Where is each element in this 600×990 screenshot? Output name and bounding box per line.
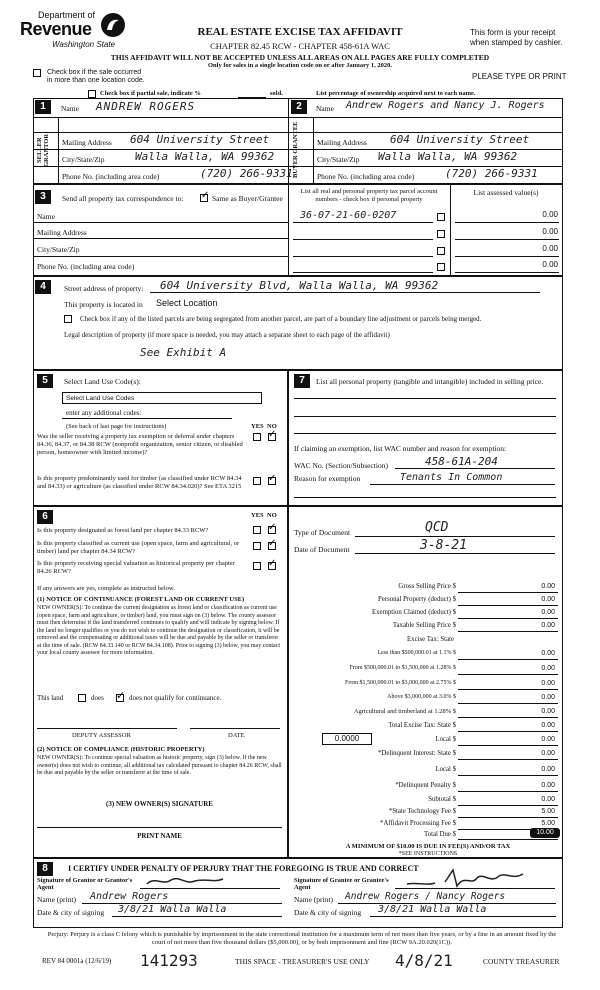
buyer-city: Walla Walla, WA 99362 <box>378 150 518 163</box>
tax-row-label: Above $3,000,000 at 3.0% $ <box>387 694 456 700</box>
dept-label: Department of <box>38 10 96 20</box>
tax-row-value: 0.00 <box>541 622 555 629</box>
notice-2-title: (2) NOTICE OF COMPLIANCE (HISTORIC PROPERTY) <box>37 746 205 753</box>
county-treasurer-label: COUNTY TREASURER <box>483 957 560 966</box>
multi-location-line-2: in more than one location code. <box>47 77 145 84</box>
sec6-q3-yes-checkbox[interactable] <box>253 562 261 570</box>
tax-row-label: From $500,000.01 to $1,500,000 at 1.28% $ <box>349 665 456 671</box>
sec6-question-2: Is this property classified as current use (open space, farm and agricultural, or timber) land per chapter 84.34 RCW? <box>37 540 240 555</box>
check-mark-icon: ✓ <box>268 522 277 533</box>
seller-phone-label: Phone No. (including area code) <box>62 172 160 181</box>
treasurer-use-label: THIS SPACE - TREASURER'S USE ONLY <box>235 957 370 966</box>
this-land-label: This land <box>37 694 64 702</box>
location-select[interactable]: Select Location <box>156 298 218 308</box>
sec5-question-2: Is this property predominantly used for timber (as classified under RCW 84.34 and 84.33) or agriculture (as classified under RCW 84.34.020)? See ETA 3215 <box>37 475 242 490</box>
buyer-phone-label: Phone No. (including area code) <box>317 172 415 181</box>
tax-row-label: Taxable Selling Price $ <box>392 622 456 629</box>
personal-property-title: List all personal property (tangible and intangible) included in selling price. <box>316 377 544 386</box>
located-in-label: This property is located in <box>64 300 143 309</box>
check-mark-icon: ✓ <box>116 690 126 702</box>
sec5-q2-yes-checkbox[interactable] <box>253 477 261 485</box>
tax-row-value: 0.00 <box>541 583 555 590</box>
sec3-city-label: City/State/Zip <box>37 245 80 254</box>
tax-row-value: 0.00 <box>541 782 555 789</box>
section-4-number: 4 <box>35 280 51 294</box>
sec3-phone-label: Phone No. (including area code) <box>37 262 135 271</box>
buyer-city-label: City/State/Zip <box>317 155 360 164</box>
see-instructions-note: *SEE INSTRUCTIONS <box>398 851 458 857</box>
does-label: does <box>91 694 104 702</box>
parcel-number: 36-07-21-60-0207 <box>300 210 397 221</box>
multi-location-checkbox[interactable] <box>33 69 41 77</box>
grantee-name-print-label: Name (print) <box>294 895 333 904</box>
buyer-name-label: Name <box>316 104 334 113</box>
section-7-frame <box>288 370 563 506</box>
handwritten-date: 4/8/21 <box>395 951 453 970</box>
warning-subtext: Only for sales in a single location code on or after January 1, 2020. <box>208 62 392 69</box>
dept-name: Revenue <box>20 19 92 39</box>
doc-type-label: Type of Document <box>294 528 351 537</box>
tax-row-value: 0.00 <box>541 796 555 803</box>
doc-date-label: Date of Document <box>294 545 350 554</box>
if-yes-note: If any answers are yes, complete as instructed below. <box>37 585 175 592</box>
tax-row-label: Less than $500,000.01 at 1.1% $ <box>377 650 456 656</box>
sec3-mailing-label: Mailing Address <box>37 228 87 237</box>
notice-1-body: NEW OWNER(S): To continue the current designation as forest land or classification as current use (open space, farm and agriculture, or timber) land, you must sign on (3) below. The county assessor must then determine if the land transferred continues to qualify and will indicate by signing below. If the land no longer qualifies or you do not wish to continue the designation or classification, it will be removed and the compensating or additional taxes will be due and payable by the seller or transferor at the time of sale. (RCW 84.33.140 or RCW 84.34.108). Prior to signing (3) below, you may contact your local county assessor for more information. <box>37 605 281 656</box>
grantee-signature-label: Signature of Grantee or Grantee's Agent <box>294 877 389 891</box>
tax-row-label: *Delinquent Interest: State $ <box>378 750 456 757</box>
partial-sale-label: Check box if partial sale, indicate % <box>100 90 201 97</box>
tax-row-label: From $1,500,000.01 to $3,000,000 at 2.75% $ <box>345 680 456 686</box>
grantee-signature <box>405 868 525 890</box>
print-name-label: PRINT NAME <box>137 832 182 840</box>
legal-description-label: Legal description of property (if more space is needed, you may attach a separate sheet to each page of the affidavit) <box>64 331 390 339</box>
buyer-mailing-label: Mailing Address <box>317 138 367 147</box>
ownership-note: List percentage of ownership acquired next to each name. <box>316 90 476 97</box>
tax-row-value: 0.00 <box>541 750 555 757</box>
tax-row-value: 0.00 <box>541 708 555 715</box>
multi-location-label <box>47 69 145 85</box>
sec6-q1-yes-checkbox[interactable] <box>253 526 261 534</box>
local-rate-field[interactable]: 0.0000 <box>322 733 372 745</box>
land-use-title: Select Land Use Code(s): <box>64 377 141 386</box>
doc-date: 3-8-21 <box>420 538 467 553</box>
tax-row-label: Total Excise Tax: State $ <box>388 722 456 729</box>
seller-mailing-label: Mailing Address <box>62 138 112 147</box>
new-owner-signature-title: (3) NEW OWNER(S) SIGNATURE <box>106 800 213 808</box>
tax-row-label: *Affidavit Processing Fee $ <box>380 820 456 827</box>
buyer-phone: (720) 266-9331 <box>445 167 538 180</box>
send-correspondence-label: Send all property tax correspondence to: <box>62 194 184 203</box>
street-address-label: Street address of property: <box>64 284 144 293</box>
notice-2-body: NEW OWNER(S): To continue special valuation as historic property, sign (3) below. If the new owner(s) does not wish to continue, all additional tax calculated pursuant to chapter 84.26 RCW, shall be due and payable by the seller or transferor at the time of sale. <box>37 755 282 776</box>
warning-text: THIS AFFIDAVIT WILL NOT BE ACCEPTED UNLESS ALL AREAS ON ALL PAGES ARE FULLY COMPLETED <box>110 53 490 62</box>
personal-property-checkbox[interactable] <box>437 213 445 221</box>
seller-phone: (720) 266-9331 <box>200 167 293 180</box>
tax-row-label: Excise Tax: State <box>407 636 454 643</box>
section-8-number: 8 <box>37 862 53 876</box>
grantor-date-city: 3/8/21 Walla Walla <box>118 904 227 915</box>
tax-row-value: 5.00 <box>541 808 555 815</box>
tax-row-value: 0.00 <box>541 736 555 743</box>
exemption-reason: Tenants In Common <box>400 472 503 483</box>
tax-row-value: 0.00 <box>541 766 555 773</box>
check-mark-icon: ✓ <box>268 429 277 440</box>
check-mark-icon: ✓ <box>268 473 277 484</box>
assessed-value: 0.00 <box>542 260 558 269</box>
exemption-label: If claiming an exemption, list WAC number and reason for exemption: <box>294 444 507 453</box>
doc-type: QCD <box>425 520 449 535</box>
assessed-value: 0.00 <box>542 244 558 253</box>
section-5-number: 5 <box>37 374 53 388</box>
multi-location-line-1: Check box if the sale occurred <box>47 69 142 76</box>
tax-row-label: Exemption Claimed (deduct) $ <box>372 609 456 616</box>
land-use-select[interactable]: Select Land Use Codes <box>62 392 262 404</box>
tax-row-label: Local $ <box>435 736 456 743</box>
personal-property-checkbox[interactable] <box>437 247 445 255</box>
form-chapter: CHAPTER 82.45 RCW - CHAPTER 458-61A WAC <box>210 41 390 51</box>
see-back-note: (See back of last page for instructions) <box>66 423 167 430</box>
form-number: REV 84 0001a (12/6/19) <box>42 957 112 965</box>
seller-city: Walla Walla, WA 99362 <box>135 150 275 163</box>
please-type: PLEASE TYPE OR PRINT <box>472 72 567 81</box>
check-mark-icon: ✓ <box>268 538 277 549</box>
grantor-signature-label: Signature of Grantor or Grantor's Agent <box>37 877 133 891</box>
check-mark-icon: ✓ <box>268 558 277 569</box>
section-7-number: 7 <box>294 374 310 388</box>
grantee-printed-name: Andrew Rogers / Nancy Rogers <box>345 891 506 902</box>
certify-text: I CERTIFY UNDER PENALTY OF PERJURY THAT THE FOREGOING IS TRUE AND CORRECT <box>68 864 419 873</box>
land-does-checkbox[interactable] <box>78 694 86 702</box>
deputy-date-label: DATE <box>228 732 245 739</box>
does-not-label: does not qualify for continuance. <box>129 694 222 702</box>
tax-row-value: 0.00 <box>541 680 555 687</box>
wac-label: WAC No. (Section/Subsection) <box>294 461 388 470</box>
wac-number: 458-61A-204 <box>425 455 498 468</box>
sec6-q2-yes-checkbox[interactable] <box>253 542 261 550</box>
seller-city-label: City/State/Zip <box>62 155 105 164</box>
assessed-header: List assessed value(s) <box>473 188 539 197</box>
sec6-question-1: Is this property designated as forest land per chapter 84.33 RCW? <box>37 527 209 534</box>
tax-row-label: Agricultural and timberland at 1.28% $ <box>353 708 456 715</box>
same-as-buyer-label: Same as Buyer/Grantee <box>212 194 283 203</box>
check-mark-icon: ✓ <box>201 190 210 201</box>
form-title: REAL ESTATE EXCISE TAX AFFIDAVIT <box>197 26 403 38</box>
seller-name-label: Name <box>61 104 79 113</box>
grantee-date-city-label: Date & city of signing <box>294 908 362 917</box>
additional-codes-label: enter any additional codes: <box>66 409 142 417</box>
reason-label: Reason for exemption <box>294 474 361 483</box>
tax-row-value: 0.00 <box>541 650 555 657</box>
sec5-question-1: Was the seller receiving a property tax exemption or deferral under chapters 84.36, 84.37, or 84.38 RCW (nonprofit organization, senior citizen, or disabled person, homeowner with limited income)? <box>37 433 243 456</box>
buyer-mailing: 604 University Street <box>390 133 530 146</box>
total-due-value: 10.00 <box>530 828 560 838</box>
tax-row-value: 0.00 <box>541 609 555 616</box>
state-label: Washington State <box>52 40 116 49</box>
sec3-name-label: Name <box>37 212 55 221</box>
grantor-signature <box>145 874 225 888</box>
seller-name: ANDREW ROGERS <box>96 100 196 113</box>
notice-1-title: (1) NOTICE OF CONTINUANCE (FOREST LAND OR CURRENT USE) <box>37 596 245 603</box>
tax-row-value: 0.00 <box>541 596 555 603</box>
sec5-yes-header: YES <box>251 423 264 430</box>
receipt-note <box>470 28 563 48</box>
tax-row-label: *State Technology Fee $ <box>388 808 456 815</box>
segregated-checkbox[interactable] <box>64 315 72 323</box>
section-1-number: 1 <box>35 100 51 114</box>
perjury-note: Perjury: Perjury is a class C felony which is punishable by imprisonment in the state correctional institution for a maximum term of not more than five years, or by a fine in an amount fixed by the court of not more than five thousand dollars ($5,000.00), or by both imprisonment and fine (RCW 9A.20.020(1C)). <box>47 931 557 946</box>
partial-sale-checkbox[interactable] <box>88 90 96 98</box>
tax-row-label: Total Due $ <box>424 831 456 838</box>
section-3-number: 3 <box>35 190 51 204</box>
grantor-printed-name: Andrew Rogers <box>90 891 169 902</box>
sec5-q1-yes-checkbox[interactable] <box>253 433 261 441</box>
section-6-number: 6 <box>37 510 53 524</box>
sec6-yes-header: YES <box>251 512 264 519</box>
tax-row-label: Gross Selling Price $ <box>398 583 456 590</box>
grantor-date-city-label: Date & city of signing <box>37 908 105 917</box>
personal-property-checkbox[interactable] <box>437 230 445 238</box>
street-address: 604 University Blvd, Walla Walla, WA 99362 <box>160 279 439 292</box>
seller-side-label: SELLER GRANTOR <box>36 133 50 167</box>
legal-description: See Exhibit A <box>140 346 227 359</box>
tax-row-label: Local $ <box>435 766 456 773</box>
tax-row-label: Subtotal $ <box>428 796 456 803</box>
seller-mailing: 604 University Street <box>130 133 270 146</box>
sold-label: sold. <box>270 90 283 97</box>
personal-property-checkbox[interactable] <box>437 263 445 271</box>
minimum-due-note: A MINIMUM OF $10.00 IS DUE IN FEE(S) AND/OR TAX <box>345 843 511 850</box>
tax-row-value: 5.00 <box>541 820 555 827</box>
parcel-header: List all real and personal property tax parcel account numbers - check box if personal property <box>300 188 438 203</box>
tax-row-label: *Delinquent Penalty $ <box>395 782 456 789</box>
tax-row-label: Personal Property (deduct) $ <box>378 596 456 603</box>
deputy-assessor-label: DEPUTY ASSESSOR <box>72 732 131 739</box>
tax-row-value: 0.00 <box>541 694 555 701</box>
sec5-no-header: NO <box>267 423 277 430</box>
grantee-date-city: 3/8/21 Walla Walla <box>378 904 487 915</box>
sec6-no-header: NO <box>267 512 277 519</box>
tax-row-value: 0.00 <box>541 722 555 729</box>
buyer-name: Andrew Rogers and Nancy J. Rogers <box>346 100 545 111</box>
grantor-name-print-label: Name (print) <box>37 895 76 904</box>
receipt-note-2: when stamped by cashier. <box>470 38 563 47</box>
assessed-value: 0.00 <box>542 227 558 236</box>
assessed-value: 0.00 <box>542 210 558 219</box>
handwritten-receipt-number: 141293 <box>140 951 198 970</box>
buyer-side-label: BUYER GRANTEE <box>292 121 299 179</box>
segregated-label: Check box if any of the listed parcels are being segregated from another parcel, are part of a boundary line adjustment or parcels being merged. <box>80 315 482 323</box>
tax-row-value: 0.00 <box>541 665 555 672</box>
sec6-question-3: Is this property receiving special valuation as historical property per chapter 84.26 RCW? <box>37 560 235 575</box>
section-2-number: 2 <box>291 100 307 114</box>
receipt-note-1: This form is your receipt <box>470 28 556 37</box>
revenue-logo-icon <box>100 12 126 38</box>
